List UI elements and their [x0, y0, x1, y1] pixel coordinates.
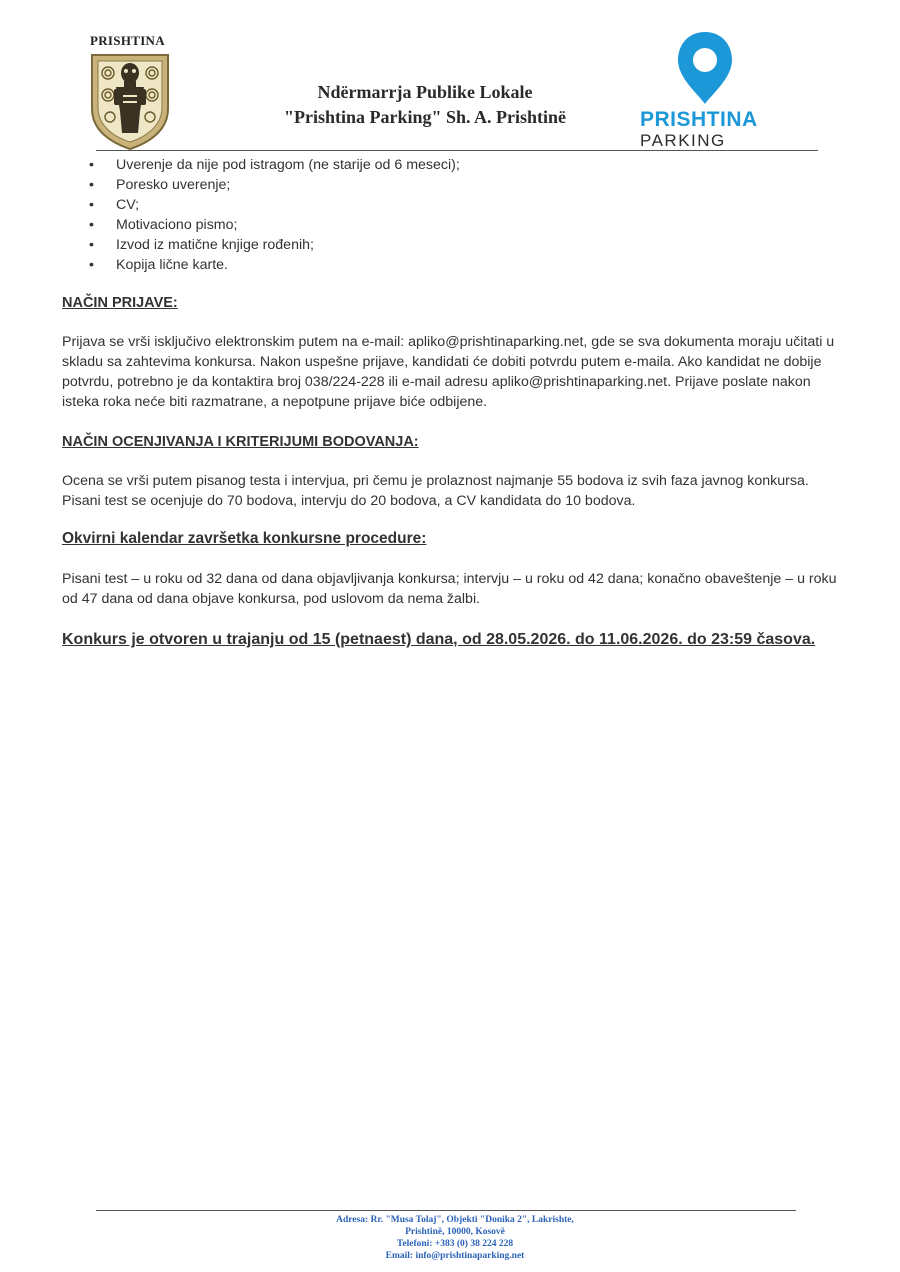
list-item: • Izvod iz matične knjige rođenih; [89, 235, 842, 255]
list-item: • Uverenje da nije pod istragom (ne starije od 6 meseci); [89, 155, 842, 175]
footer-email: Email: info@prishtinaparking.net [385, 1251, 525, 1261]
city-name: PRISHTINA [90, 33, 165, 48]
logo-subtitle: PARKING [640, 131, 726, 150]
logo-name: PRISHTINA [640, 108, 758, 131]
evaluation-heading: NAČIN OCENJIVANJA I KRITERIJUMI BODOVANJA: [62, 434, 419, 450]
coat-of-arms-icon [88, 51, 172, 151]
calendar-heading: Okvirni kalendar završetka konkursne procedure: [62, 530, 427, 547]
footer-city: Prishtinë, 10000, Kosovë [405, 1227, 505, 1237]
document-header [0, 0, 900, 160]
list-item: • Motivaciono pismo; [89, 215, 842, 235]
calendar-text: Pisani test – u roku od 32 dana od dana objavljivanja konkursa; intervju – u roku od 42 dana; konačno obaveštenje – u roku od 47 dana od dana objave konkursa, pod uslovom da nema žalbi. [62, 571, 837, 607]
deadline-notice: Konkurs je otvoren u trajanju od 15 (petnaest) dana, od 28.05.2026. do 11.06.2026. do 23:59 časova. [62, 631, 816, 648]
list-item: • CV; [89, 195, 842, 215]
footer-phone: Telefoni: +383 (0) 38 224 228 [396, 1239, 514, 1249]
evaluation-text: Ocena se vrši putem pisanog testa i intervjua, pri čemu je prolaznost najmanje 55 bodova iz svih faza javnog konkursa. Pisani test se ocenjuje do 70 bodova, intervju do 20 bodova, a CV kandidata do 10 bodova. [62, 473, 809, 509]
organization-name [200, 80, 650, 130]
application-heading: NAČIN PRIJAVE: [62, 295, 178, 311]
required-documents-list [62, 155, 842, 275]
footer-address: Adresa: Rr. "Musa Tolaj", Objekti "Donika 2", Lakrishte, [336, 1215, 574, 1225]
document-footer [250, 1214, 660, 1262]
org-line-2: "Prishtina Parking" Sh. A. Prishtinë [283, 107, 567, 127]
document-body [62, 155, 842, 651]
header-divider [96, 150, 818, 151]
application-text: Prijava se vrši isključivo elektronskim putem na e-mail: apliko@prishtinaparking.net, gde se sva dokumenta moraju učitati u skladu sa zahtevima konkursa. Nakon uspešne prijave, kandidati će dobiti potvrdu putem e-maila. Ako kandidat ne dobije potvrdu, potrebno je da kontaktira broj 038/224-228 ili e-mail adresu apliko@prishtinaparking.net. Prijave poslate nakon isteka roka neće biti razmatrane, a nepotpune prijave biće odbijene. [62, 334, 835, 410]
list-item: • Kopija lične karte. [89, 255, 842, 275]
org-line-1: Ndërmarrja Publike Lokale [317, 82, 533, 102]
list-item: • Poresko uverenje; [89, 175, 842, 195]
footer-divider [96, 1210, 796, 1211]
